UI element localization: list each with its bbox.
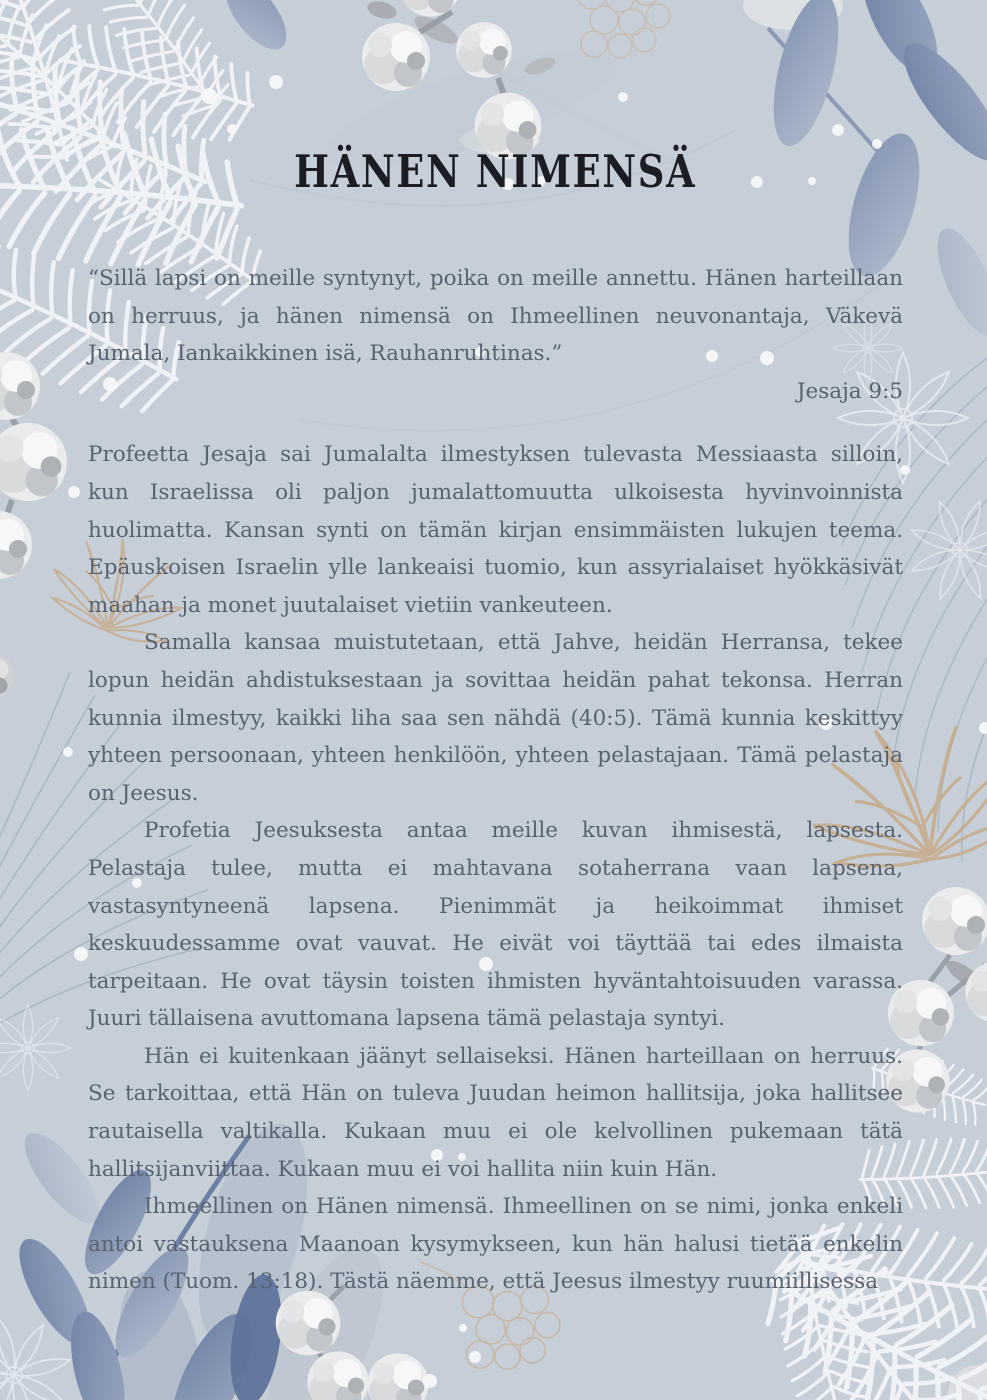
page-content: [88, 0, 903, 1301]
page-title-text: HÄNEN NIMENSÄ: [294, 145, 697, 198]
devotional-body: [88, 436, 903, 1301]
body-paragraph: Profeetta Jesaja sai Jumalalta ilmestyksen tulevasta Messiaasta silloin, kun Israelissa oli paljon jumalattomuutta ulkoisesta hyvinvoinnista huolimatta. Kansan synti on tämän kirjan ensimmäisten lukujen teema. Epäuskoisen Israelin ylle lankeaisi tuomio, kun assyrialaiset hyökkäsivät maahan ja monet juutalaiset vietiin vankeuteen.: [88, 442, 903, 618]
body-paragraph: Ihmeellinen on Hänen nimensä. Ihmeellinen on se nimi, jonka enkeli antoi vastauksena Maanoan kysymykseen, kun hän halusi tietää enkelin nimen (Tuom. 13:18). Tästä näemme, että Jeesus ilmestyy ruumiillisessa: [88, 1194, 903, 1295]
scripture-reference: Jesaja 9:5: [796, 378, 903, 404]
scripture-quote: “Sillä lapsi on meille syntynyt, poika on meille annettu. Hänen harteillaan on herruus, ja hänen nimensä on Ihmeellinen neuvonantaja, Väkevä Jumala, Iankaikkinen isä, Rauhanruhtinas.”: [88, 266, 903, 367]
body-paragraph: Hän ei kuitenkaan jäänyt sellaiseksi. Hänen harteillaan on herruus. Se tarkoittaa, että Hän on tuleva Juudan heimon hallitsija, joka hallitsee rautaisella valtikalla. Kukaan muu ei ole kelvollinen pukemaan tätä hallitsijanviittaa. Kukaan muu ei voi hallita niin kuin Hän.: [88, 1043, 903, 1182]
body-paragraph: Profetia Jeesuksesta antaa meille kuvan ihmisestä, lapsesta. Pelastaja tulee, mutta ei mahtavana sotaherrana vaan lapsena, vastasyntyneenä lapsena. Pienimmät ja heikoimmat ihmiset keskuudessamme ovat vauvat. He eivät voi täyttää tai edes ilmaista tarpeitaan. He ovat täysin toisten ihmisten hyväntahtoisuuden varassa. Juuri tällaisena avuttomana lapsena tämä pelastaja syntyi.: [88, 818, 903, 1032]
body-paragraph: Samalla kansaa muistutetaan, että Jahve, heidän Herransa, tekee lopun heidän ahdistuksestaan ja sovittaa heidän pahat tekonsa. Herran kunnia ilmestyy, kaikki liha saa sen nähdä (40:5). Tämä kunnia keskittyy yhteen persoonaan, yhteen henkilöön, yhteen pelastajaan. Tämä pelastaja on Jeesus.: [88, 630, 903, 806]
page-title: [88, 147, 903, 197]
berries-left: [0, 352, 67, 700]
